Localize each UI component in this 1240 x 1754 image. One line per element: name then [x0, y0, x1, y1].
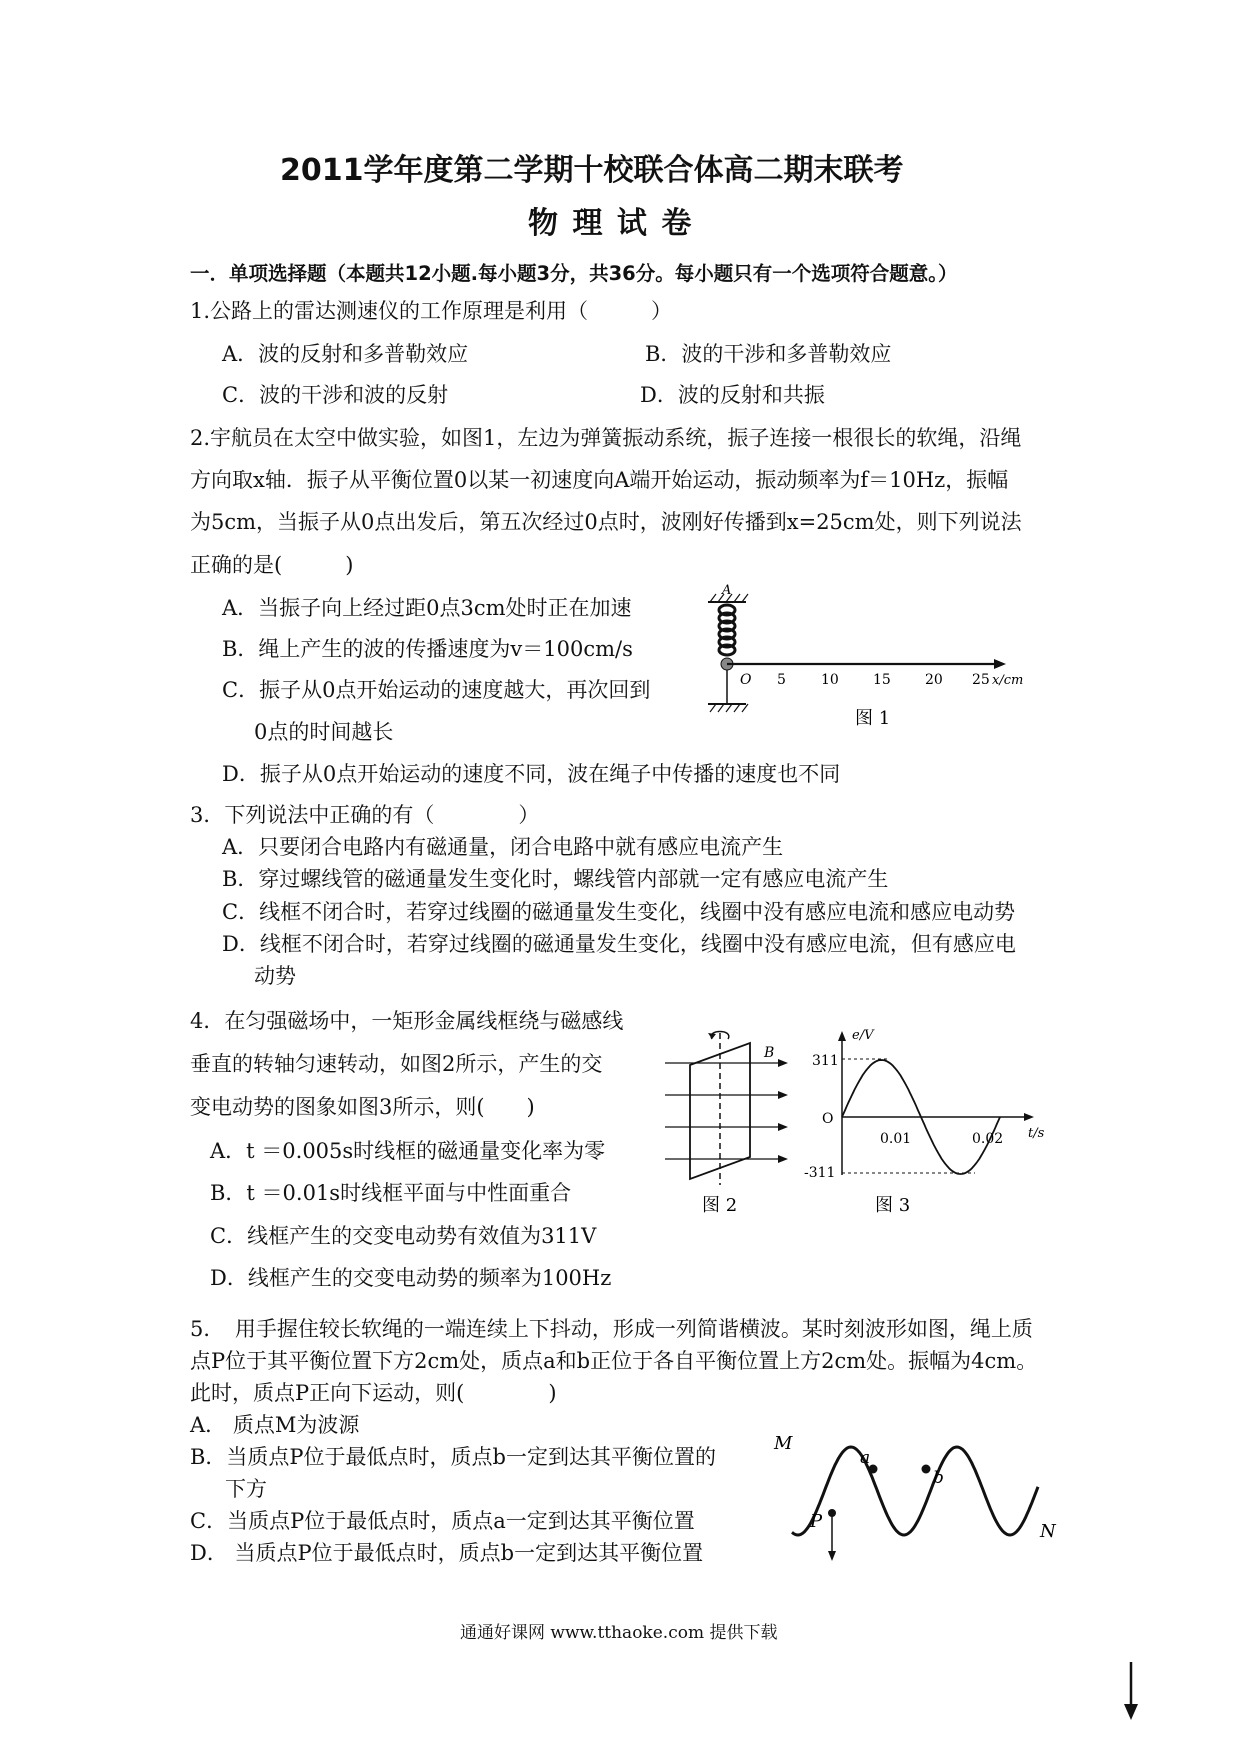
q4-line-2: 垂直的转轴匀速转动，如图2所示，产生的交: [190, 1052, 603, 1076]
q3-option-d-2: 动势: [254, 964, 296, 988]
figure-1-axis-unit: x/cm: [992, 673, 1024, 688]
q3-option-c: C．线框不闭合时，若穿过线圈的磁通量发生变化，线圈中没有感应电流和感应电动势: [222, 900, 1016, 924]
q2-option-c-1: C．振子从0点开始运动的速度越大，再次回到: [222, 678, 651, 702]
figure-2: [660, 1025, 800, 1225]
q2-option-d: D．振子从0点开始运动的速度不同，波在绳子中传播的速度也不同: [222, 762, 841, 786]
q3-stem: 3．下列说法中正确的有（ ）: [190, 803, 540, 827]
figure-3-origin: O: [822, 1111, 834, 1127]
q1-option-c: C．波的干涉和波的反射: [222, 383, 449, 407]
figure-2-caption: 图 2: [702, 1195, 738, 1216]
figure-1-tick-25: 25: [972, 672, 990, 688]
q2-option-c-2: 0点的时间越长: [254, 720, 394, 744]
page-title: 2011学年度第二学期十校联合体高二期末联考: [280, 153, 904, 188]
figure-1-tick-10: 10: [821, 672, 839, 688]
q2-line-4: 正确的是( ): [190, 553, 354, 577]
figure-3-x-label: t/s: [1028, 1126, 1045, 1141]
q5-line-3: 此时，质点P正向下运动，则( ): [190, 1381, 557, 1405]
q4-option-c: C．线框产生的交变电动势有效值为311V: [210, 1224, 597, 1248]
figure-1-tick-5: 5: [777, 672, 786, 688]
q3-option-d-1: D．线框不闭合时，若穿过线圈的磁通量发生变化，线圈中没有感应电流，但有感应电: [222, 932, 1016, 956]
q3-option-b: B．穿过螺线管的磁通量发生变化时，螺线管内部就一定有感应电流产生: [222, 867, 889, 891]
figure-q5-wave-curve: [792, 1447, 1038, 1535]
q5-option-b-2: 下方: [225, 1477, 267, 1501]
figure-q5-label-m: M: [774, 1433, 793, 1454]
figure-3-t2: 0.02: [972, 1131, 1004, 1147]
q2-option-b: B．绳上产生的波的传播速度为v＝100cm/s: [222, 637, 633, 661]
q2-line-3: 为5cm，当振子从0点出发后，第五次经过0点时，波刚好传播到x=25cm处，则下列说法: [190, 510, 1022, 534]
figure-2-field-label: B: [764, 1045, 775, 1061]
figure-3-t1: 0.01: [880, 1131, 912, 1147]
page-subtitle: 物 理 试 卷: [528, 206, 694, 241]
figure-3-caption: 图 3: [875, 1195, 911, 1216]
q5-option-b-1: B．当质点P位于最低点时，质点b一定到达其平衡位置的: [190, 1445, 717, 1469]
figure-3-y-label: e/V: [852, 1028, 874, 1043]
q5-option-a: A． 质点M为波源: [190, 1413, 360, 1437]
figure-3-ymin: -311: [804, 1165, 836, 1181]
figure-1-tick-20: 20: [925, 672, 943, 688]
figure-q5-label-n: N: [1040, 1521, 1056, 1542]
down-arrow-icon: [1118, 1660, 1144, 1722]
q4-option-a: A．t ＝0.005s时线框的磁通量变化率为零: [210, 1139, 606, 1163]
q1-option-a: A．波的反射和多普勒效应: [222, 342, 469, 366]
q2-line-2: 方向取x轴．振子从平衡位置0以某一初速度向A端开始运动，振动频率为f＝10Hz，振幅: [190, 468, 1009, 492]
q5-option-d: D． 当质点P位于最低点时，质点b一定到达其平衡位置: [190, 1541, 704, 1565]
section-heading: 一．单项选择题（本题共12小题.每小题3分，共36分。每小题只有一个选项符合题意。）: [190, 262, 958, 285]
figure-3: [800, 1025, 1050, 1225]
figure-q5-wave: [770, 1425, 1070, 1565]
q5-line-2: 点P位于其平衡位置下方2cm处，质点a和b正位于各自平衡位置上方2cm处。振幅为4cm。: [190, 1349, 1038, 1373]
figure-q5-label-b: b: [933, 1468, 944, 1488]
q4-option-b: B．t ＝0.01s时线框平面与中性面重合: [210, 1181, 572, 1205]
q2-option-a: A．当振子向上经过距0点3cm处时正在加速: [222, 596, 632, 620]
figure-q5-label-a: a: [860, 1448, 871, 1468]
q1-option-b: B．波的干涉和多普勒效应: [645, 342, 892, 366]
figure-1-tick-15: 15: [873, 672, 891, 688]
q4-line-1: 4．在匀强磁场中，一矩形金属线框绕与磁感线: [190, 1009, 624, 1033]
q1-option-d: D．波的反射和共振: [640, 383, 825, 407]
q2-line-1: 2.宇航员在太空中做实验，如图1，左边为弹簧振动系统，振子连接一根很长的软绳，沿绳: [190, 426, 1022, 450]
figure-3-ymax: 311: [812, 1053, 839, 1069]
figure-1-origin: O: [740, 672, 752, 688]
q5-option-c: C．当质点P位于最低点时，质点a一定到达其平衡位置: [190, 1509, 695, 1533]
q3-option-a: A．只要闭合电路内有磁通量，闭合电路中就有感应电流产生: [222, 835, 784, 859]
figure-1-label-a: A: [722, 584, 732, 598]
q4-option-d: D．线框产生的交变电动势的频率为100Hz: [210, 1266, 612, 1290]
figure-1-caption: 图 1: [855, 708, 891, 729]
q4-line-3: 变电动势的图象如图3所示，则( ): [190, 1095, 535, 1119]
q5-line-1: 5． 用手握住较长软绳的一端连续上下抖动，形成一列简谐横波。某时刻波形如图，绳上质: [190, 1317, 1033, 1341]
footer-text: 通通好课网 www.tthaoke.com 提供下载: [460, 1623, 778, 1643]
q1-stem: 1.公路上的雷达测速仪的工作原理是利用（ ）: [190, 299, 673, 323]
figure-1: [700, 584, 1040, 734]
figure-q5-label-p: P: [810, 1511, 823, 1532]
